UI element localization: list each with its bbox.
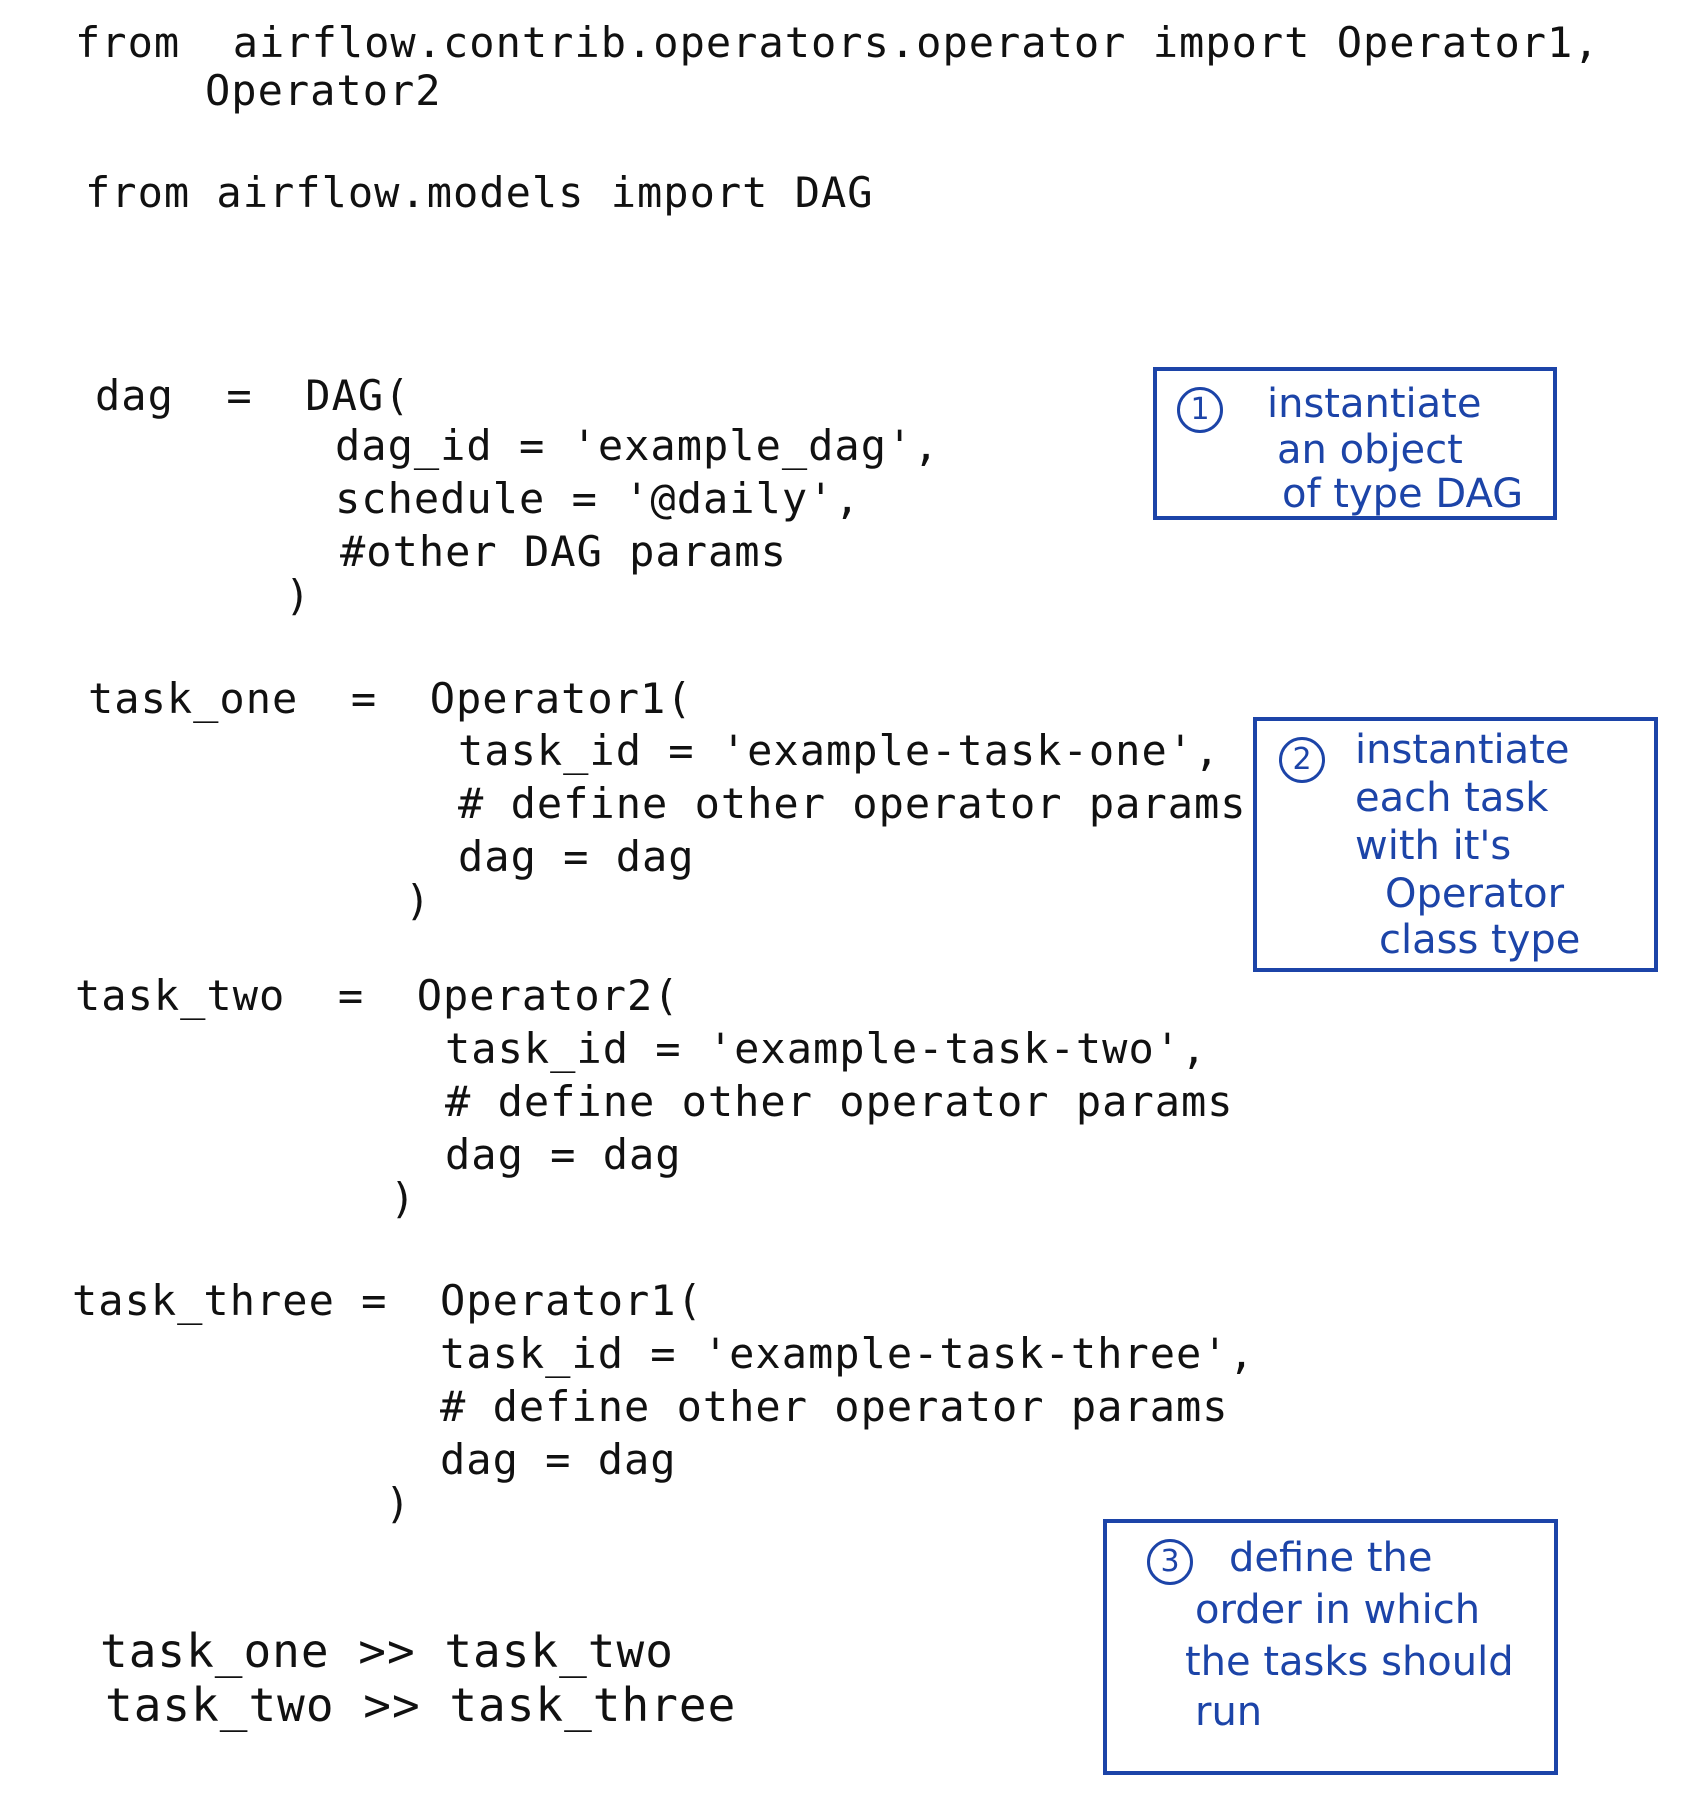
dag-close-paren: ) (285, 571, 312, 620)
step-1-line-2: an object (1277, 427, 1463, 473)
step-3-number-circle: 3 (1147, 1539, 1193, 1585)
task-one-id-param: task_id = 'example-task-one', (458, 726, 1221, 775)
dag-declaration: dag = DAG( (95, 371, 411, 420)
task-two-comment: # define other operator params (445, 1077, 1234, 1126)
import-line-operator2: Operator2 (205, 66, 442, 115)
task-two-id-param: task_id = 'example-task-two', (445, 1024, 1208, 1073)
step-2-line-1: instantiate (1355, 727, 1570, 773)
task-one-comment: # define other operator params (458, 779, 1247, 828)
task-two-close-paren: ) (390, 1174, 417, 1223)
task-three-id-param: task_id = 'example-task-three', (440, 1329, 1255, 1378)
task-three-close-paren: ) (385, 1479, 412, 1528)
step-1-line-1: instantiate (1267, 381, 1482, 427)
step-2-line-2: each task (1355, 775, 1549, 821)
annotation-box-step-1 (1153, 367, 1557, 520)
task-one-dag-param: dag = dag (458, 832, 695, 881)
step-2-line-4: Operator (1385, 871, 1565, 917)
step-2-line-5: class type (1379, 917, 1581, 963)
dag-id-param: dag_id = 'example_dag', (335, 421, 940, 470)
step-1-number-circle: 1 (1177, 387, 1223, 433)
annotation-box-step-2 (1253, 717, 1658, 972)
task-one-declaration: task_one = Operator1( (88, 674, 693, 723)
step-2-line-3: with it's (1355, 823, 1512, 869)
dependency-line-2: task_two >> task_three (105, 1678, 737, 1732)
step-3-line-3: the tasks should (1185, 1639, 1514, 1685)
task-three-declaration: task_three = Operator1( (72, 1276, 703, 1325)
import-line-operators: from airflow.contrib.operators.operator import Operator1, (75, 18, 1600, 67)
step-2-number-circle: 2 (1279, 737, 1325, 783)
import-line-dag: from airflow.models import DAG (85, 168, 874, 217)
step-3-line-2: order in which (1195, 1587, 1481, 1633)
dependency-line-1: task_one >> task_two (100, 1624, 674, 1678)
task-three-dag-param: dag = dag (440, 1435, 677, 1484)
annotation-box-step-3 (1103, 1519, 1558, 1775)
step-3-line-1: define the (1229, 1535, 1433, 1581)
dag-comment: #other DAG params (340, 527, 787, 576)
step-1-line-3: of type DAG (1282, 471, 1524, 517)
task-two-dag-param: dag = dag (445, 1130, 682, 1179)
task-three-comment: # define other operator params (440, 1382, 1229, 1431)
step-3-line-4: run (1195, 1689, 1263, 1735)
task-one-close-paren: ) (405, 876, 432, 925)
dag-schedule-param: schedule = '@daily', (335, 474, 861, 523)
task-two-declaration: task_two = Operator2( (75, 971, 680, 1020)
